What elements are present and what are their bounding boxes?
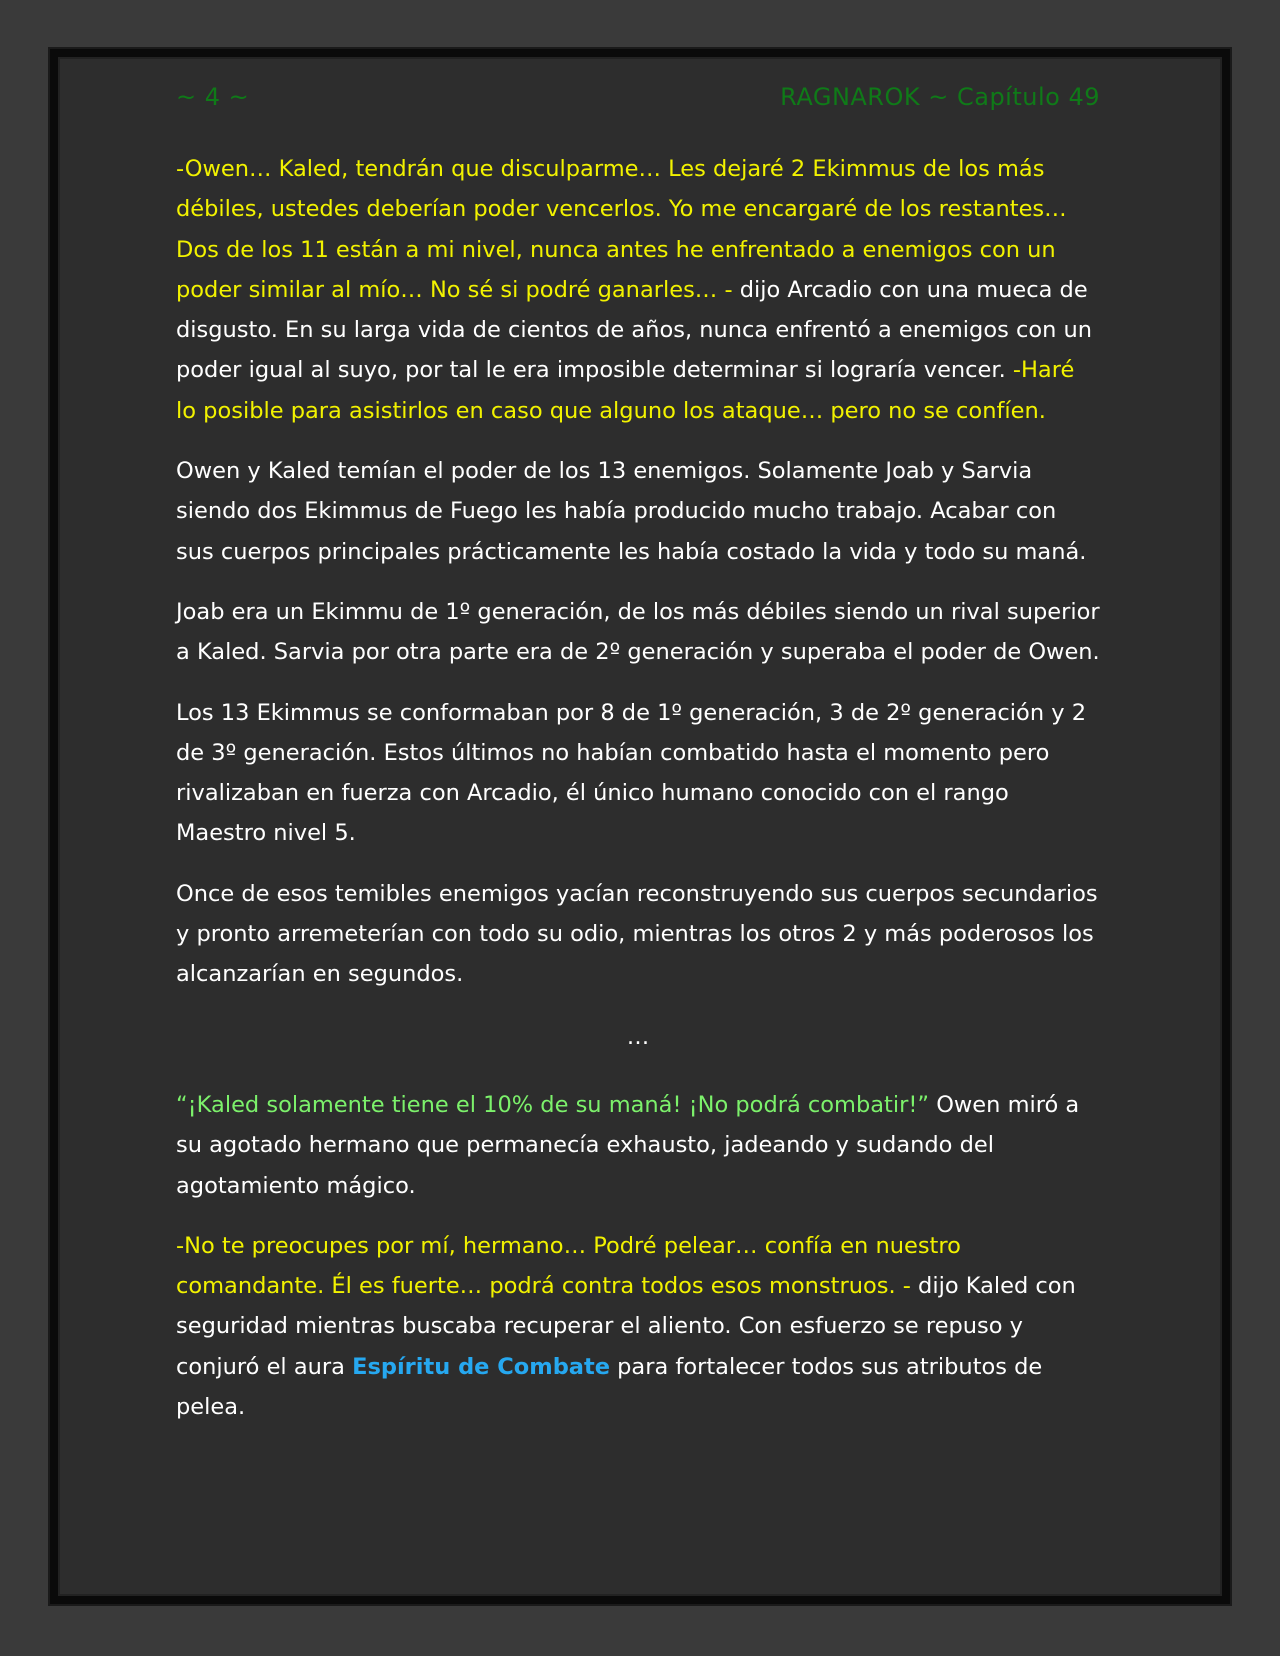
running-title: RAGNAROK ~ Capítulo 49 <box>780 83 1100 111</box>
kaled-speech: -No te preocupes por mí, hermano… Podré pelear… confía en nuestro comandante. Él es fuerte… podrá contra todos esos monstruos. - <box>176 1232 961 1300</box>
narration: Owen miró a su agotado hermano que permanecía exhausto, jadeando y sudando del agotamiento mágico. <box>176 1091 1080 1199</box>
narration: dijo Kaled con seguridad mientras buscaba recuperar el aliento. Con esfuerzo se repuso y conjuró el aura <box>176 1273 1076 1380</box>
owen-thought: “¡Kaled solamente tiene el 10% de su maná! ¡No podrá combatir!” <box>176 1091 930 1118</box>
paragraph-6 <box>176 1085 1100 1206</box>
page-header <box>176 83 1100 119</box>
narration: para fortalecer todos sus atributos de pelea. <box>176 1353 1043 1421</box>
chapter-body <box>176 149 1100 1447</box>
narration: dijo Arcadio con una mueca de disgusto. En su larga vida de cientos de años, nunca enfrentó a enemigos con un poder igual al suyo, por tal le era imposible determinar si lograría vencer. <box>176 276 1093 384</box>
paragraph-1 <box>176 149 1100 431</box>
scene-separator: … <box>626 1023 650 1050</box>
paragraph-4: Los 13 Ekimmus se conformaban por 8 de 1º generación, 3 de 2º generación y 2 de 3º generación. Estos últimos no habían combatido hasta el momento pero rivalizaban en fuerza con Arcadio, él único humano conocido con el rango Maestro nivel 5. <box>176 699 1087 847</box>
page-number: ~ 4 ~ <box>176 83 250 111</box>
paragraph-5: Once de esos temibles enemigos yacían reconstruyendo sus cuerpos secundarios y pronto arremeterían con todo su odio, mientras los otros 2 y más poderosos los alcanzarían en segundos. <box>176 880 1098 988</box>
page-frame <box>50 49 1230 1604</box>
paragraph-7 <box>176 1226 1100 1427</box>
skill-name: Espíritu de Combate <box>352 1353 610 1380</box>
arcadio-speech: -Owen… Kaled, tendrán que disculparme… Les dejaré 2 Ekimmus de los más débiles, ustedes deberían poder vencerlos. Yo me encargaré de los restantes… Dos de los 11 están a mi nivel, nunca antes he enfrentado a enemigos con un poder similar al mío… No sé si podré ganarles… - <box>176 156 1067 303</box>
arcadio-speech-2: -Haré lo posible para asistirlos en caso que alguno los ataque… pero no se confíen. <box>176 357 1075 424</box>
paragraph-2: Owen y Kaled temían el poder de los 13 enemigos. Solamente Joab y Sarvia siendo dos Ekimmus de Fuego les había producido mucho trabajo. Acabar con sus cuerpos principales prácticamente les había costado la vida y todo su maná. <box>176 458 1087 565</box>
paragraph-3: Joab era un Ekimmu de 1º generación, de los más débiles siendo un rival superior a Kaled. Sarvia por otra parte era de 2º generación y superaba el poder de Owen. <box>176 598 1100 666</box>
